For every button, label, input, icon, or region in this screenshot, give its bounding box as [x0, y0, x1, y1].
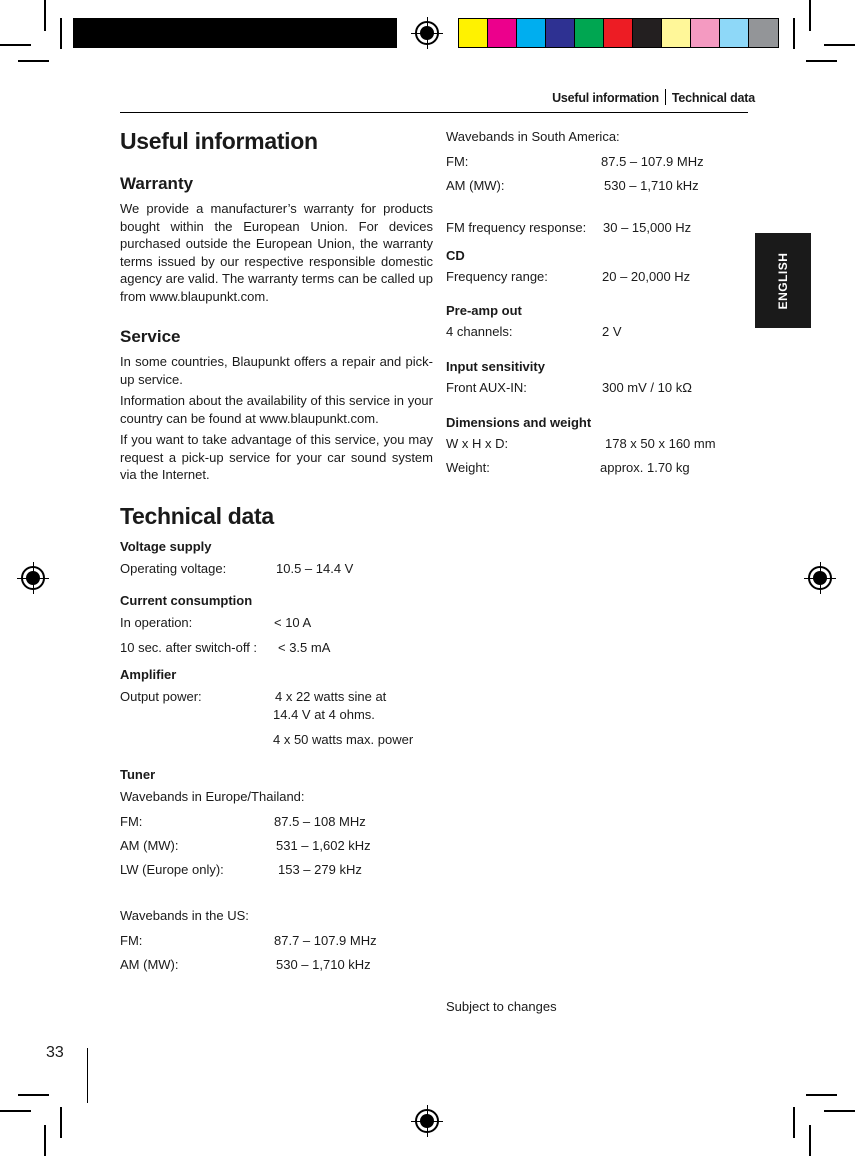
- sa-fm-label: FM:: [446, 154, 469, 169]
- europe-fm-label: FM:: [120, 813, 143, 829]
- crop-mark: [0, 1110, 31, 1112]
- registration-mark-icon: [21, 566, 45, 590]
- fm-response-label: FM frequency response:: [446, 220, 587, 235]
- left-column: [120, 126, 433, 974]
- pre-amp-value: 2 V: [602, 324, 622, 339]
- after-switch-off-value: < 3.5 mA: [278, 639, 331, 655]
- cd-heading: CD: [446, 248, 465, 263]
- after-switch-off-label: 10 sec. after switch-off :: [120, 639, 258, 655]
- color-swatch: [459, 19, 488, 47]
- service-paragraph-1: In some countries, Blaupunkt offers a repair and pick-up service.: [120, 354, 433, 387]
- fm-response-row: [446, 219, 751, 237]
- us-am-row: [120, 956, 433, 974]
- sa-am-label: AM (MW):: [446, 178, 505, 193]
- fm-response-value: 30 – 15,000 Hz: [603, 220, 692, 235]
- color-swatch: [720, 19, 749, 47]
- dimensions-weight-heading: Dimensions and weight: [446, 415, 592, 430]
- crop-mark: [793, 18, 795, 49]
- color-swatch: [662, 19, 691, 47]
- color-swatch: [546, 19, 575, 47]
- pre-amp-label: 4 channels:: [446, 324, 513, 339]
- service-paragraph-2: Information about the availability of this service in your country can be found at www.blaupunkt.com.: [120, 393, 433, 426]
- sa-am-value: 530 – 1,710 kHz: [604, 178, 699, 193]
- pre-amp-out-heading: Pre-amp out: [446, 303, 522, 318]
- color-swatch-bar: [458, 18, 779, 48]
- crop-mark: [44, 0, 46, 31]
- running-header: [552, 89, 755, 105]
- us-fm-value: 87.7 – 107.9 MHz: [274, 932, 377, 948]
- after-switch-off-row: [120, 639, 433, 657]
- operating-voltage-value: 10.5 – 14.4 V: [276, 560, 354, 576]
- warranty-heading: Warranty: [120, 174, 194, 193]
- dimensions-label: W x H x D:: [446, 436, 509, 451]
- color-swatch: [604, 19, 633, 47]
- weight-label: Weight:: [446, 460, 490, 475]
- crop-mark: [60, 18, 62, 49]
- color-swatch: [691, 19, 720, 47]
- crop-mark: [18, 60, 49, 62]
- crop-mark: [18, 1094, 49, 1096]
- south-america-wavebands-heading: Wavebands in South America:: [446, 129, 620, 144]
- header-rule: [120, 112, 748, 113]
- operating-voltage-label: Operating voltage:: [120, 560, 227, 576]
- in-operation-row: [120, 614, 433, 632]
- technical-data-title: Technical data: [120, 502, 274, 529]
- crop-mark: [809, 0, 811, 31]
- crop-mark: [60, 1107, 62, 1138]
- subject-to-changes-note: Subject to changes: [446, 999, 557, 1014]
- registration-mark-icon: [808, 566, 832, 590]
- header-section: Useful information: [552, 91, 659, 105]
- output-power-row: [120, 688, 433, 706]
- color-swatch: [488, 19, 517, 47]
- cd-frequency-label: Frequency range:: [446, 269, 548, 284]
- aux-in-label: Front AUX-IN:: [446, 380, 527, 395]
- crop-mark: [806, 60, 837, 62]
- output-power-row-2: [120, 706, 433, 724]
- language-tab-label: ENGLISH: [776, 252, 790, 309]
- europe-lw-label: LW (Europe only):: [120, 861, 224, 877]
- page-number: 33: [46, 1044, 64, 1061]
- amplifier-heading: Amplifier: [120, 666, 177, 682]
- right-column: [446, 128, 751, 1014]
- color-swatch: [517, 19, 546, 47]
- us-wavebands-heading: Wavebands in the US:: [120, 907, 249, 923]
- output-power-value-3: 4 x 50 watts max. power: [273, 731, 414, 747]
- crop-mark: [806, 1094, 837, 1096]
- registration-mark-icon: [415, 1109, 439, 1133]
- input-sensitivity-heading: Input sensitivity: [446, 359, 545, 374]
- crop-mark: [0, 44, 31, 46]
- output-power-value-2: 14.4 V at 4 ohms.: [273, 706, 375, 722]
- header-subsection: Technical data: [671, 91, 755, 105]
- us-am-label: AM (MW):: [120, 956, 179, 972]
- weight-row: [446, 459, 751, 477]
- crop-mark: [824, 44, 855, 46]
- service-paragraph-3: If you want to take advantage of this service, you may request a pick-up service for your car sound system via the Internet.: [120, 432, 433, 482]
- voltage-supply-heading: Voltage supply: [120, 538, 212, 554]
- page-number-rule: [87, 1048, 88, 1103]
- sa-fm-row: [446, 153, 751, 171]
- in-operation-value: < 10 A: [274, 614, 312, 630]
- cd-frequency-value: 20 – 20,000 Hz: [602, 269, 691, 284]
- header-separator: [665, 89, 666, 105]
- crop-mark: [809, 1125, 811, 1156]
- crop-mark: [793, 1107, 795, 1138]
- crop-mark: [44, 1125, 46, 1156]
- europe-am-label: AM (MW):: [120, 837, 179, 853]
- cd-frequency-row: [446, 268, 751, 286]
- output-power-value-1: 4 x 22 watts sine at: [275, 688, 387, 704]
- output-power-label: Output power:: [120, 688, 202, 704]
- sa-am-row: [446, 177, 751, 195]
- europe-am-value: 531 – 1,602 kHz: [276, 837, 371, 853]
- europe-lw-row: [120, 861, 433, 879]
- in-operation-label: In operation:: [120, 614, 193, 630]
- language-tab: [755, 233, 811, 328]
- warranty-text: We provide a manufacturer’s warranty for products bought within the European Union. For devices purchased outside the European Union, the warranty terms issued by our respective responsible domestic agency are valid. The warranty terms can be called up from www.blaupunkt.com.: [120, 201, 433, 304]
- weight-value: approx. 1.70 kg: [600, 460, 690, 475]
- europe-fm-row: [120, 813, 433, 831]
- europe-wavebands-heading: Wavebands in Europe/Thailand:: [120, 788, 305, 804]
- dimensions-value: 178 x 50 x 160 mm: [605, 436, 716, 451]
- color-swatch: [633, 19, 662, 47]
- us-fm-label: FM:: [120, 932, 143, 948]
- color-swatch: [575, 19, 604, 47]
- tuner-heading: Tuner: [120, 766, 156, 782]
- print-density-bar: [73, 18, 397, 48]
- output-power-row-3: [120, 731, 433, 749]
- dimensions-row: [446, 435, 751, 453]
- current-consumption-heading: Current consumption: [120, 592, 253, 608]
- operating-voltage-row: [120, 560, 433, 578]
- us-am-value: 530 – 1,710 kHz: [276, 956, 371, 972]
- us-fm-row: [120, 932, 433, 950]
- europe-fm-value: 87.5 – 108 MHz: [274, 813, 366, 829]
- registration-mark-icon: [415, 21, 439, 45]
- sa-fm-value: 87.5 – 107.9 MHz: [601, 154, 704, 169]
- aux-in-value: 300 mV / 10 kΩ: [602, 380, 692, 395]
- pre-amp-row: [446, 323, 751, 341]
- europe-lw-value: 153 – 279 kHz: [278, 861, 362, 877]
- color-swatch: [749, 19, 778, 47]
- service-heading: Service: [120, 327, 181, 346]
- europe-am-row: [120, 837, 433, 855]
- useful-information-title: Useful information: [120, 128, 318, 154]
- aux-in-row: [446, 379, 751, 397]
- crop-mark: [824, 1110, 855, 1112]
